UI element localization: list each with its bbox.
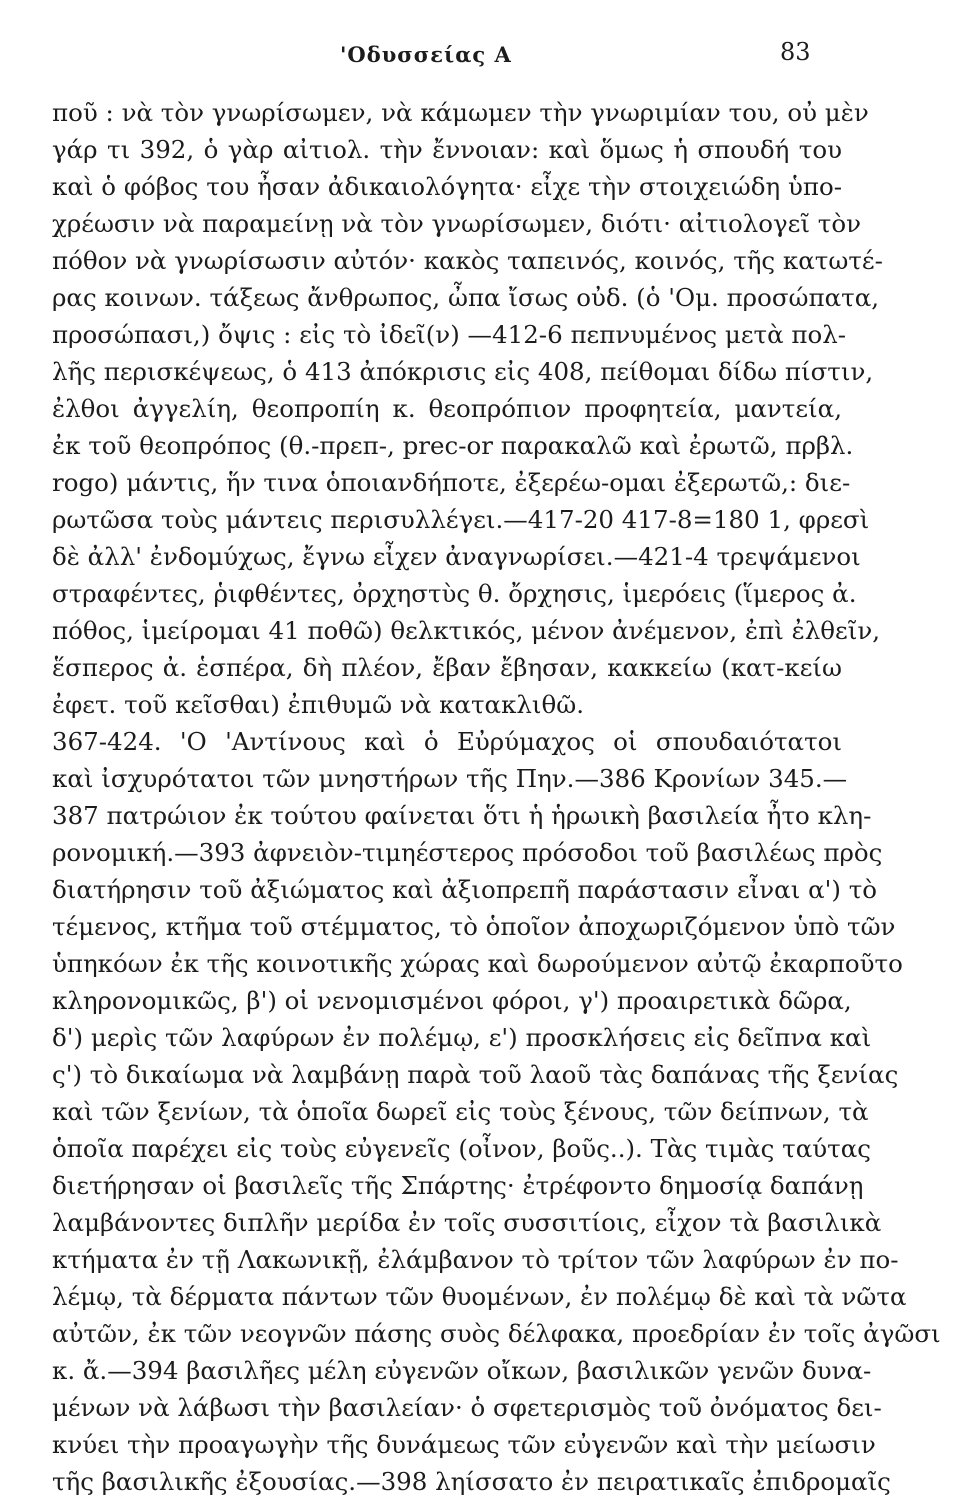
- text-line: ρας κοινων. τάξεως ἄνθρωπος, ὦπα ἴσως οὐδ. (ὁ 'Ομ. προσώπατα,: [52, 283, 880, 312]
- text-line: κτήματα ἐν τῇ Λακωνικῇ, ἐλάμβανον τὸ τρίτον τῶν λαφύρων ἐν πο-: [52, 1245, 899, 1274]
- text-line: ἕσπερος ἀ. ἑσπέρα, δὴ πλέον, ἔβαν ἔβησαν, κακκείω (κατ-κείω: [52, 653, 842, 682]
- text-line: ρονομική.—393 ἀφνειὸν-τιμηέστερος πρόσοδοι τοῦ βασιλέως πρὸς: [52, 838, 883, 867]
- text-line: rogo) μάντις, ἥν τινα ὁποιανδήποτε, ἐξερέω-ομαι ἐξερωτῶ,: διε-: [52, 468, 851, 497]
- text-line: διετήρησαν οἱ βασιλεῖς τῆς Σπάρτης· ἐτρέφοντο δημοσίᾳ δαπάνῃ: [52, 1171, 864, 1200]
- page-number: 83: [780, 38, 811, 66]
- text-line: καὶ ὁ φόβος του ἦσαν ἀδικαιολόγητα· εἶχε τὴν στοιχειώδη ὑπο-: [52, 172, 842, 201]
- text-line: λέμῳ, τὰ δέρματα πάντων τῶν θυομένων, ἐν πολέμῳ δὲ καὶ τὰ νῶτα: [52, 1282, 907, 1311]
- running-head: [0, 38, 961, 72]
- text-line: χρέωσιν νὰ παραμείνῃ νὰ τὸν γνωρίσωμεν, διότι· αἰτιολογεῖ τὸν: [52, 209, 861, 238]
- running-title: 'Οδυσσείας Α: [340, 42, 512, 67]
- text-line: καὶ ἰσχυρότατοι τῶν μνηστήρων τῆς Πην.—386 Κρονίων 345.—: [52, 764, 848, 793]
- commentary-text: [52, 94, 941, 1500]
- text-line: ὑπηκόων ἐκ τῆς κοινοτικῆς χώρας καὶ δωρούμενον αὐτῷ ἐκαρποῦτο: [52, 949, 903, 978]
- text-line: πόθον νὰ γνωρίσωσιν αὐτόν· κακὸς ταπεινός, κοινός, τῆς κατωτέ-: [52, 246, 883, 275]
- text-line: προσώπασι,) ὄψις : εἰς τὸ ἰδεῖ(ν) —412-6 πεπνυμένος μετὰ πολ-: [52, 320, 847, 349]
- text-line: κληρονομικῶς, β') οἱ νενομισμένοι φόροι, γ') προαιρετικὰ δῶρα,: [52, 986, 852, 1015]
- text-line: 367-424. 'Ο 'Αντίνους καὶ ὁ Εὐρύμαχος οἱ σπουδαιότατοι: [52, 727, 842, 756]
- text-line: ς') τὸ δικαίωμα νὰ λαμβάνῃ παρὰ τοῦ λαοῦ τὰς δαπάνας τῆς ξενίας: [52, 1060, 899, 1089]
- text-line: διατήρησιν τοῦ ἀξιώματος καὶ ἀξιοπρεπῆ παράστασιν εἶναι α') τὸ: [52, 875, 878, 904]
- text-line: δὲ ἀλλ' ἐνδομύχως, ἔγνω εἶχεν ἀναγνωρίσει.—421-4 τρεψάμενοι: [52, 542, 861, 571]
- text-line: 387 πατρώιον ἐκ τούτου φαίνεται ὅτι ἡ ἡρωικὴ βασιλεία ἦτο κλη-: [52, 801, 872, 830]
- text-line: αὐτῶν, ἐκ τῶν νεογνῶν πάσης συὸς δέλφακα, προεδρίαν ἐν τοῖς ἀγῶσι: [52, 1319, 941, 1348]
- text-line: τῆς βασιλικῆς ἐξουσίας.—398 ληίσσατο ἐν πειρατικαῖς ἐπιδρομαῖς: [52, 1467, 891, 1496]
- text-line: ἐφετ. τοῦ κεῖσθαι) ἐπιθυμῶ νὰ κατακλιθῶ.: [52, 690, 585, 719]
- text-line: τέμενος, κτῆμα τοῦ στέμματος, τὸ ὁποῖον ἀποχωριζόμενον ὑπὸ τῶν: [52, 912, 896, 941]
- text-line: γάρ τι 392, ὁ γὰρ αἰτιολ. τὴν ἔννοιαν: καὶ ὅμως ἡ σπουδή του: [52, 135, 842, 164]
- text-line: ἐλθοι ἀγγελίη, θεοπροπίη κ. θεοπρόπιον προφητεία, μαντεία,: [52, 394, 842, 423]
- text-line: στραφέντες, ῥιφθέντες, ὀρχηστὺς θ. ὄρχησις, ἱμερόεις (ἵμερος ἀ.: [52, 579, 857, 608]
- text-line: πόθος, ἱμείρομαι 41 ποθῶ) θελκτικός, μένον ἀνέμενον, ἐπὶ ἐλθεῖν,: [52, 616, 881, 645]
- text-line: ρωτῶσα τοὺς μάντεις περισυλλέγει.—417-20 417-8=180 1, φρεσὶ: [52, 505, 870, 534]
- text-line: καὶ τῶν ξενίων, τὰ ὁποῖα δωρεῖ εἰς τοὺς ξένους, τῶν δείπνων, τὰ: [52, 1097, 869, 1126]
- text-line: λαμβάνοντες διπλῆν μερίδα ἐν τοῖς συσσιτίοις, εἶχον τὰ βασιλικὰ: [52, 1208, 882, 1237]
- text-line: μένων νὰ λάβωσι τὴν βασιλείαν· ὁ σφετερισμὸς τοῦ ὀνόματος δει-: [52, 1393, 882, 1422]
- text-line: κνύει τὴν προαγωγὴν τῆς δυνάμεως τῶν εὐγενῶν καὶ τὴν μείωσιν: [52, 1430, 876, 1459]
- text-line: ἐκ τοῦ θεοπρόπος (θ.-πρεπ-, prec-or παρακαλῶ καὶ ἐρωτῶ, πρβλ.: [52, 431, 854, 460]
- text-line: ὁποῖα παρέχει εἰς τοὺς εὐγενεῖς (οἶνον, βοῦς..). Τὰς τιμὰς ταύτας: [52, 1134, 871, 1163]
- text-line: ποῦ : νὰ τὸν γνωρίσωμεν, νὰ κάμωμεν τὴν γνωριμίαν του, οὐ μὲν: [52, 98, 869, 127]
- text-line: δ') μερὶς τῶν λαφύρων ἐν πολέμῳ, ε') προσκλήσεις εἰς δεῖπνα καὶ: [52, 1023, 872, 1052]
- text-line: κ. ἄ.—394 βασιλῆες μέλη εὐγενῶν οἴκων, βασιλικῶν γενῶν δυνα-: [52, 1356, 872, 1385]
- text-line: λῆς περισκέψεως, ὁ 413 ἀπόκρισις εἰς 408, πείθομαι δίδω πίστιν,: [52, 357, 874, 386]
